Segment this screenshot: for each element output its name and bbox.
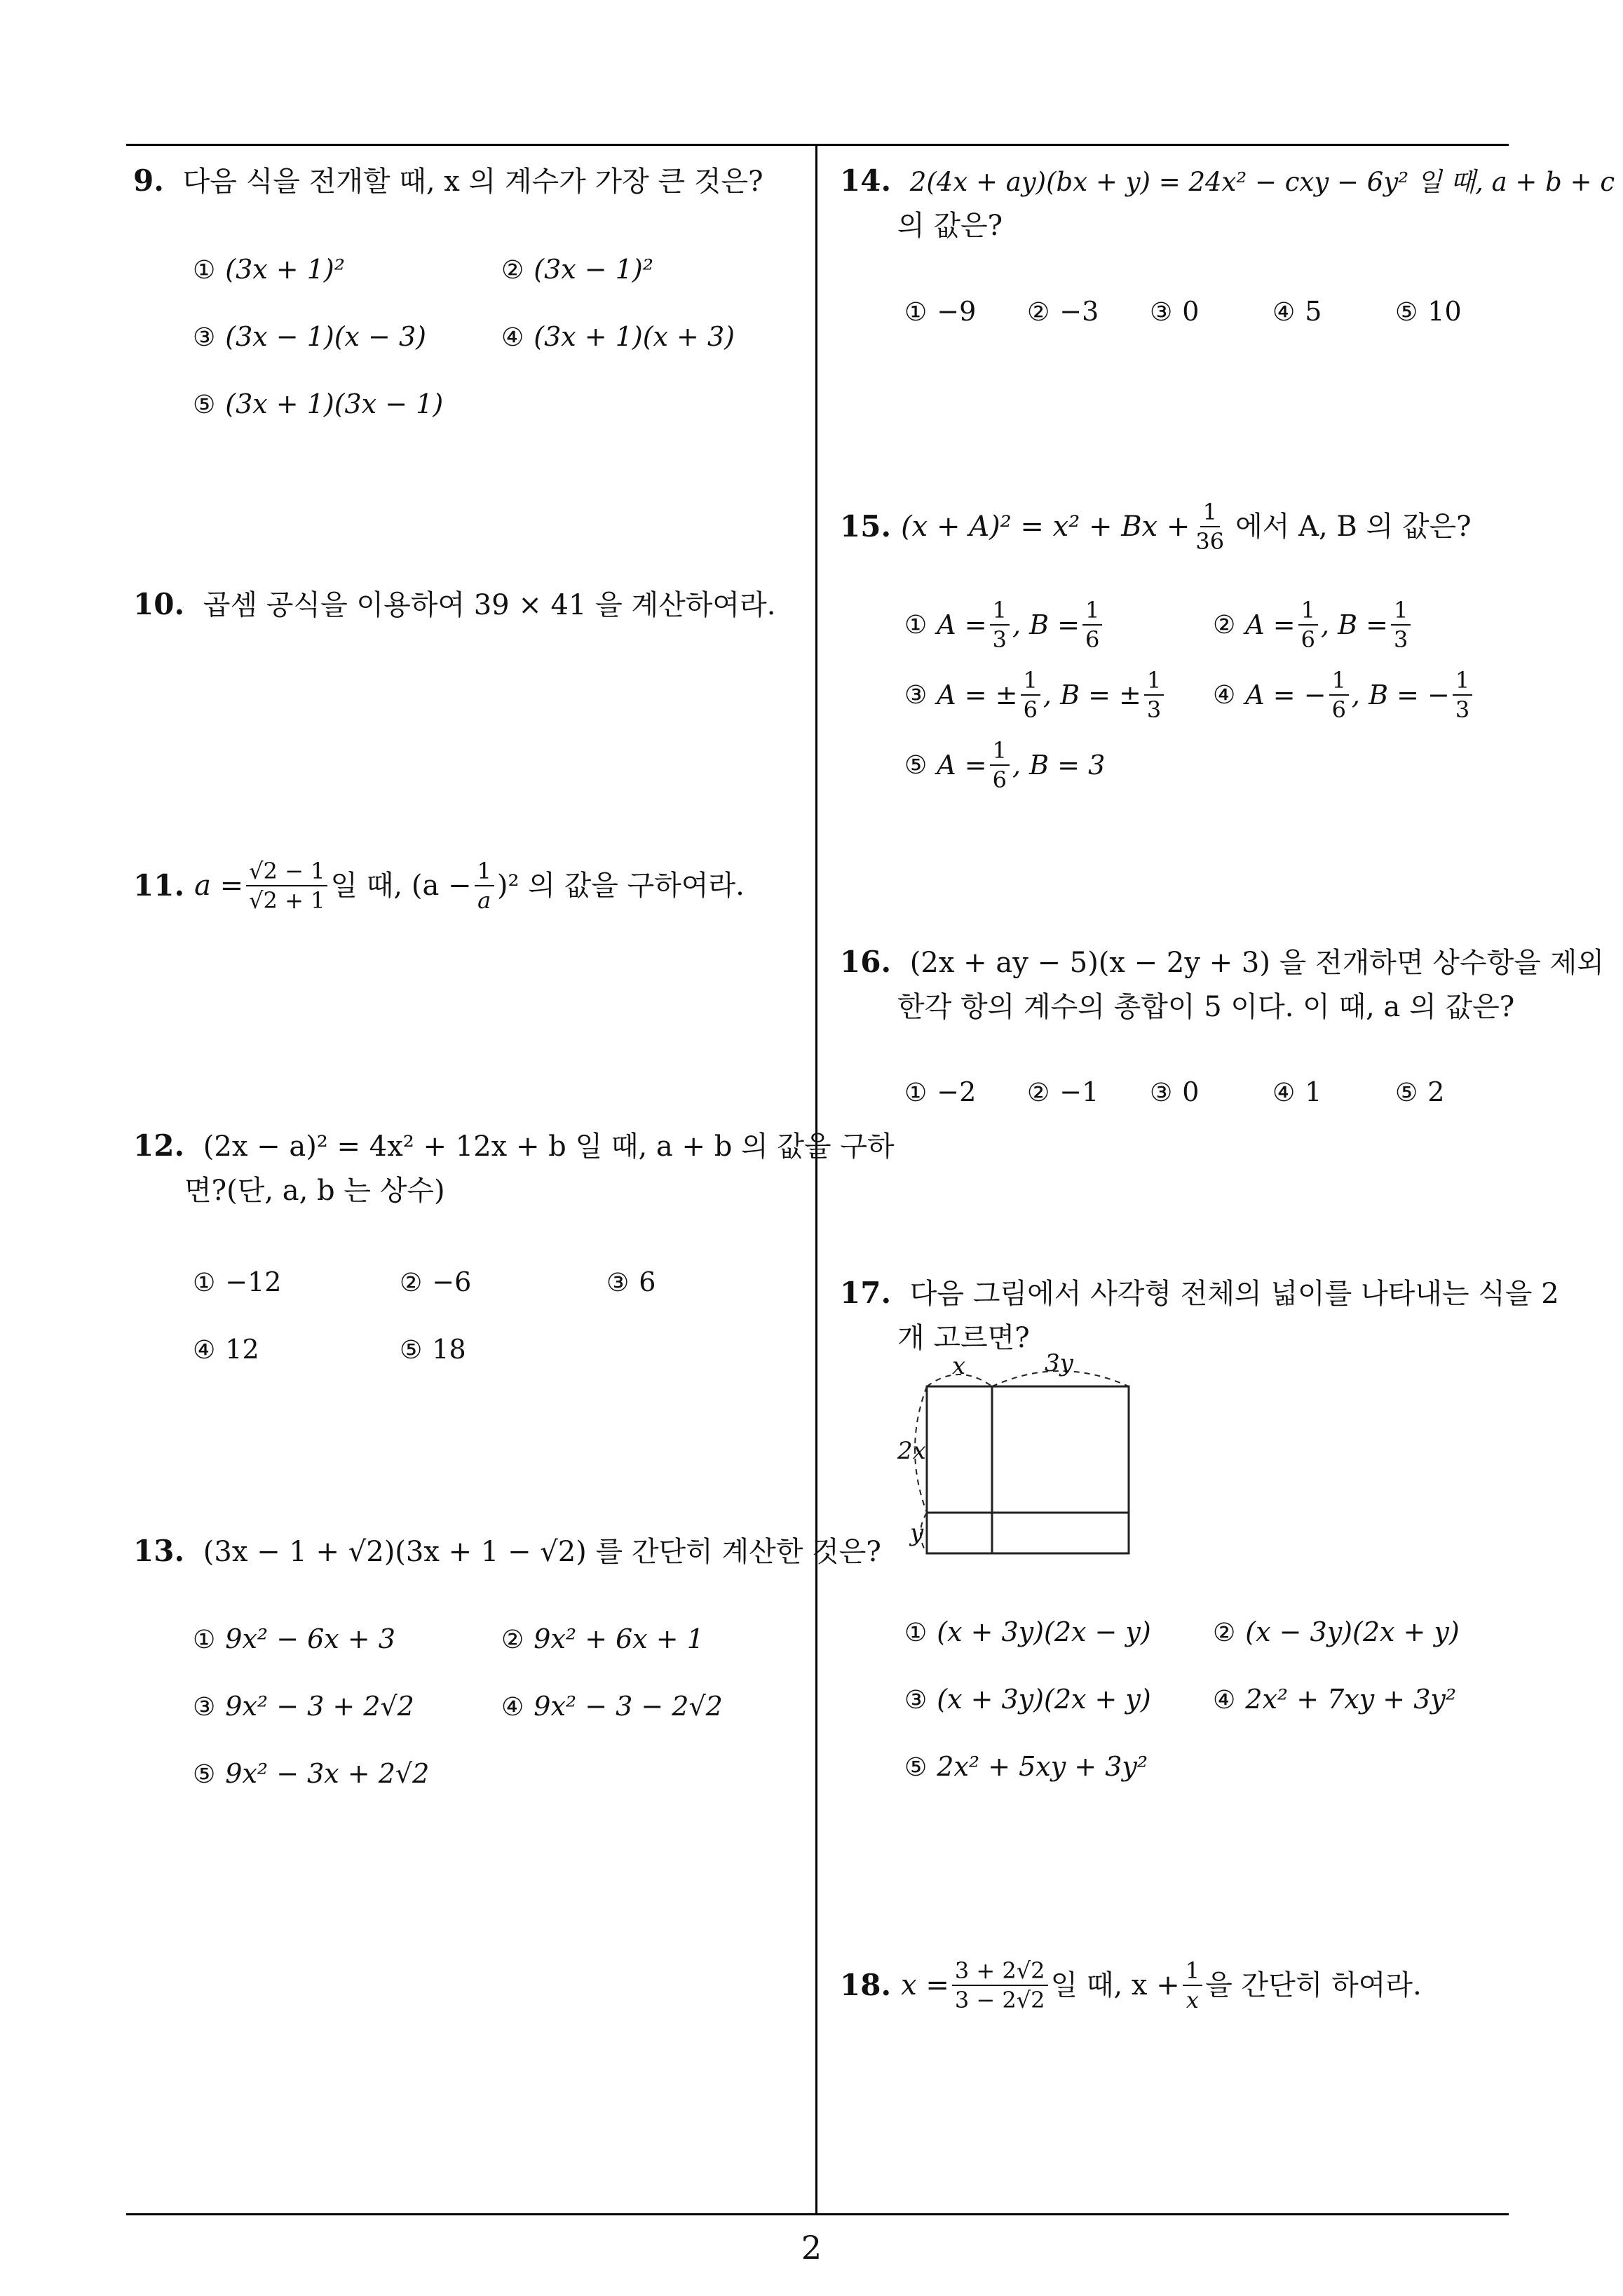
column-divider <box>815 144 817 2215</box>
fraction: $\frac{1}{36}$ <box>1195 499 1225 555</box>
rectangle-area-figure <box>890 1350 1143 1567</box>
question-text-line1: 2(4x + ay)(bx + y) = 24x² − cxy − 6y² 일 때, a + b + c <box>909 167 1615 197</box>
question-number: 11. <box>133 868 185 903</box>
option-1[interactable]: ① (x + 3y)(2x − y) <box>904 1616 1151 1647</box>
question-number: 10. <box>133 587 185 621</box>
question-12 <box>133 1123 895 1169</box>
question-number: 14. <box>840 163 892 198</box>
option-3[interactable]: ③ 6 <box>606 1267 656 1297</box>
bottom-rule <box>126 2213 1509 2215</box>
question-number: 12. <box>133 1128 185 1163</box>
question-number: 18. <box>840 1968 892 2002</box>
question-number: 15. <box>840 509 892 543</box>
question-9 <box>133 158 763 204</box>
question-18: 18. x = $\frac{3 + 2√2}{3 - 2√2}$ 일 때, x + $\frac{1}{x}$ 을 간단히 하여라. <box>840 1957 1422 2013</box>
question-text: (3x − 1 + √2)(3x + 1 − √2) 를 간단히 계산한 것은? <box>203 1536 881 1568</box>
question-10 <box>133 582 775 628</box>
question-number: 16. <box>840 945 892 979</box>
label-x: x <box>952 1352 966 1380</box>
question-14 <box>840 158 1615 205</box>
option-4[interactable]: ④ (3x + 1)(x + 3) <box>501 321 735 352</box>
option-2[interactable]: ② 9x² + 6x + 1 <box>501 1623 704 1654</box>
question-text: 곱셈 공식을 이용하여 39 × 41 을 계산하여라. <box>203 589 776 621</box>
option-4[interactable]: ④ A = − $\frac{1}{6}$ , B = − $\frac{1}{3}$ <box>1213 666 1475 724</box>
question-text-line1: (2x + ay − 5)(x − 2y + 3) 을 전개하면 상수항을 제외 <box>909 947 1604 979</box>
question-13 <box>133 1529 881 1574</box>
question-15: 15. (x + A)² = x² + Bx + $\frac{1}{36}$ 에서 A, B 의 값은? <box>840 499 1472 555</box>
option-1[interactable]: ① −12 <box>193 1267 282 1297</box>
question-17 <box>840 1271 1559 1316</box>
option-5[interactable]: ⑤ 10 <box>1395 296 1462 327</box>
option-3[interactable]: ③ 0 <box>1150 296 1200 327</box>
option-2[interactable]: ② A = $\frac{1}{6}$ , B = $\frac{1}{3}$ <box>1213 596 1413 654</box>
option-2[interactable]: ② −3 <box>1027 296 1099 327</box>
question-text-line2: 한각 항의 계수의 총합이 5 이다. 이 때, a 의 값은? <box>897 991 1515 1023</box>
option-1[interactable]: ① A = $\frac{1}{3}$ , B = $\frac{1}{6}$ <box>904 596 1105 654</box>
option-3[interactable]: ③ 0 <box>1150 1076 1200 1107</box>
question-text-line1: 다음 그림에서 사각형 전체의 넓이를 나타내는 식을 2 <box>909 1278 1559 1310</box>
question-11: 11. a = $\frac{√2 - 1}{√2 + 1}$ 일 때, (a − $\frac{1}{a}$ )² 의 값을 구하여라. <box>133 858 745 914</box>
question-text-line2: 의 값은? <box>897 210 1003 242</box>
option-2[interactable]: ② −1 <box>1027 1076 1099 1107</box>
option-3[interactable]: ③ (3x − 1)(x − 3) <box>193 321 426 352</box>
question-text-line1: (2x − a)² = 4x² + 12x + b 일 때, a + b 의 값을 구하 <box>203 1130 895 1163</box>
option-5[interactable]: ⑤ A = $\frac{1}{6}$ , B = 3 <box>904 737 1106 793</box>
question-number: 9. <box>133 163 164 198</box>
fraction: $\frac{3 + 2√2}{3 - 2√2}$ <box>952 1957 1048 2014</box>
option-3[interactable]: ③ (x + 3y)(2x + y) <box>904 1684 1151 1715</box>
question-text-line2: 면?(단, a, b 는 상수) <box>184 1175 445 1207</box>
label-3y: 3y <box>1045 1350 1073 1377</box>
option-5[interactable]: ⑤ 2x² + 5xy + 3y² <box>904 1751 1148 1782</box>
option-4[interactable]: ④ 5 <box>1272 296 1322 327</box>
question-number: 17. <box>840 1276 892 1310</box>
option-2[interactable]: ② (x − 3y)(2x + y) <box>1213 1616 1460 1647</box>
option-5[interactable]: ⑤ (3x + 1)(3x − 1) <box>193 389 444 419</box>
option-5[interactable]: ⑤ 18 <box>400 1334 466 1365</box>
option-1[interactable]: ① −9 <box>904 296 977 327</box>
option-5[interactable]: ⑤ 9x² − 3x + 2√2 <box>193 1758 430 1789</box>
question-16 <box>840 940 1604 985</box>
label-y: y <box>910 1519 924 1547</box>
option-1[interactable]: ① −2 <box>904 1076 977 1107</box>
outer-rectangle <box>927 1386 1129 1553</box>
option-4[interactable]: ④ 9x² − 3 − 2√2 <box>501 1691 723 1722</box>
option-4[interactable]: ④ 2x² + 7xy + 3y² <box>1213 1684 1457 1715</box>
fraction: $\frac{1}{x}$ <box>1183 1957 1202 2014</box>
label-2x: 2x <box>897 1437 926 1465</box>
fraction: $\frac{1}{a}$ <box>475 857 494 914</box>
option-2[interactable]: ② −6 <box>400 1267 472 1297</box>
option-2[interactable]: ② (3x − 1)² <box>501 254 653 285</box>
option-5[interactable]: ⑤ 2 <box>1395 1076 1445 1107</box>
fraction: $\frac{√2 - 1}{√2 + 1}$ <box>246 857 327 914</box>
option-1[interactable]: ① 9x² − 6x + 3 <box>193 1623 395 1654</box>
question-text-line2: 개 고르면? <box>897 1322 1030 1354</box>
top-rule <box>126 144 1509 146</box>
option-3[interactable]: ③ A = ± $\frac{1}{6}$ , B = ± $\frac{1}{3}$ <box>904 666 1167 724</box>
page-number: 2 <box>801 2229 822 2267</box>
question-text: 다음 식을 전개할 때, x 의 계수가 가장 큰 것은? <box>182 166 763 198</box>
option-4[interactable]: ④ 12 <box>193 1334 259 1365</box>
question-number: 13. <box>133 1534 185 1568</box>
option-1[interactable]: ① (3x + 1)² <box>193 254 345 285</box>
option-3[interactable]: ③ 9x² − 3 + 2√2 <box>193 1691 414 1722</box>
option-4[interactable]: ④ 1 <box>1272 1076 1322 1107</box>
